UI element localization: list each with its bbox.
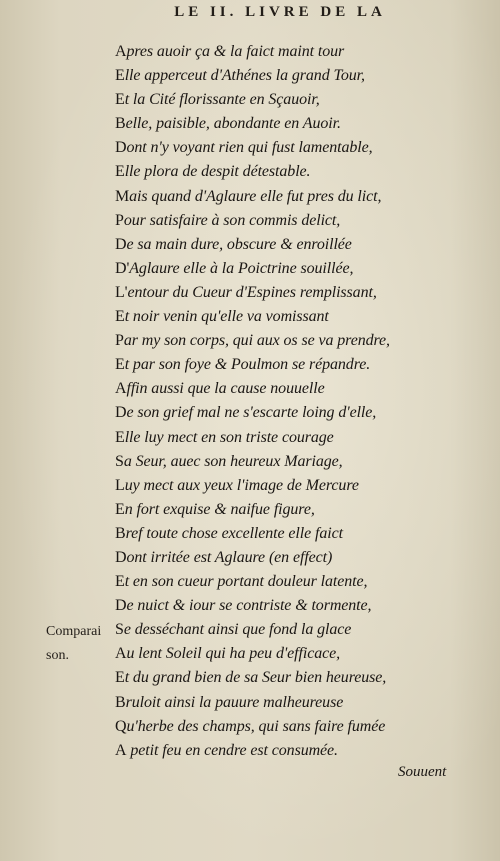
verse-line: Qu'herbe des champs, qui sans faire fumée: [115, 717, 386, 735]
verse-line: Et la Cité florissante en Sçauoir,: [115, 91, 320, 109]
verse-line: D'Aglaure elle à la Poictrine souillée,: [115, 259, 354, 277]
verse-line: Par my son corps, qui aux os se va prendre,: [115, 332, 390, 350]
verse-line: Et du grand bien de sa Seur bien heureuse,: [115, 669, 387, 687]
margin-note-line: son.: [46, 648, 69, 663]
verse-line: Affin aussi que la cause nouuelle: [115, 380, 325, 398]
verse-line: L'entour du Cueur d'Espines remplissant,: [115, 283, 377, 301]
verse-line: Dont irritée est Aglaure (en effect): [115, 548, 333, 566]
running-head: LE II. LIVRE DE LA: [174, 4, 386, 20]
catchword: Souuent: [398, 764, 447, 780]
verse-line: Mais quand d'Aglaure elle fut pres du lict,: [115, 187, 382, 205]
verse-line: Et par son foye & Poulmon se répandre.: [115, 356, 371, 374]
margin-note: [46, 620, 101, 668]
verse-line: A petit feu en cendre est consumée.: [115, 741, 338, 759]
verse-line: Elle plora de despit détestable.: [115, 163, 311, 181]
verse-line: Apres auoir ça & la faict maint tour: [115, 43, 345, 60]
verse-block: [115, 40, 390, 763]
verse-line: Se desséchant ainsi que fond la glace: [115, 621, 352, 639]
verse-line: Au lent Soleil qui ha peu d'efficace,: [115, 645, 341, 663]
verse-line: Pour satisfaire à son commis delict,: [115, 211, 341, 229]
verse-line: De sa main dure, obscure & enroillée: [115, 235, 352, 253]
verse-line: Elle luy mect en son triste courage: [115, 428, 334, 446]
verse-line: Bref toute chose excellente elle faict: [115, 524, 343, 542]
verse-line: En fort exquise & naifue figure,: [115, 500, 315, 518]
verse-line: Sa Seur, auec son heureux Mariage,: [115, 452, 343, 470]
verse-line: De nuict & iour se contriste & tormente,: [115, 597, 372, 615]
verse-line: De son grief mal ne s'escarte loing d'elle,: [115, 404, 377, 422]
verse-line: Elle apperceut d'Athénes la grand Tour,: [115, 67, 365, 85]
verse-line: Belle, paisible, abondante en Auoir.: [115, 115, 341, 133]
verse-line: Et noir venin qu'elle va vomissant: [115, 308, 329, 326]
verse-line: Et en son cueur portant douleur latente,: [115, 573, 368, 591]
verse-line: Bruloit ainsi la pauure malheureuse: [115, 693, 344, 711]
margin-note-line: Comparai: [46, 624, 102, 639]
verse-line: Luy mect aux yeux l'image de Mercure: [115, 476, 359, 494]
verse-line: Dont n'y voyant rien qui fust lamentable,: [115, 139, 373, 157]
